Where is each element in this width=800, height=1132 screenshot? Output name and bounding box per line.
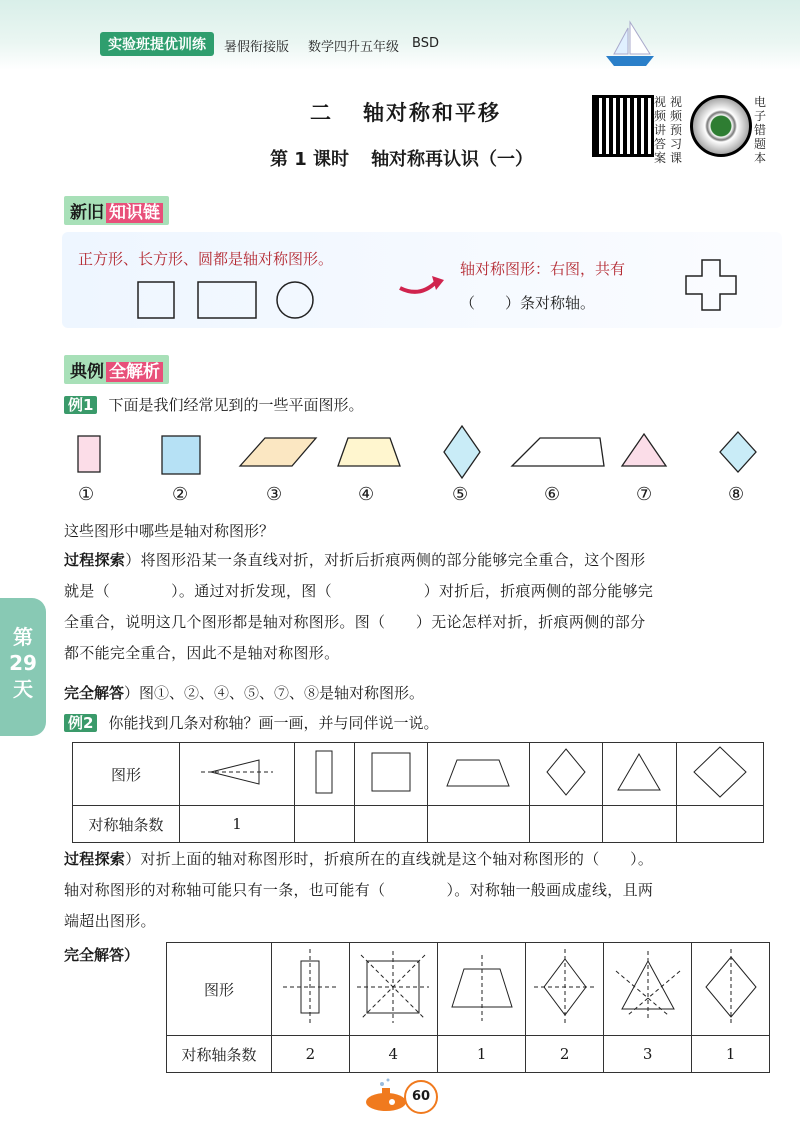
ans-count-4: 2 bbox=[526, 1036, 604, 1073]
qr-label-errorbook: 电子错题本 bbox=[753, 95, 766, 165]
ans-shape-rhombus bbox=[530, 947, 600, 1027]
ex2-count-1: 1 bbox=[180, 806, 295, 843]
day-tab: 第 29 天 bbox=[0, 598, 46, 736]
ans-count-2: 4 bbox=[349, 1036, 437, 1073]
label-1: ① bbox=[78, 484, 95, 505]
review-left-text: 正方形、长方形、圆都是轴对称图形。 bbox=[78, 250, 334, 268]
ans-head-shape: 图形 bbox=[167, 943, 272, 1036]
ex2-prompt: 你能找到几条对称轴？画一画，并与同伴说一说。 bbox=[108, 714, 439, 732]
label-3: ③ bbox=[266, 484, 283, 505]
section-title-examples: 典例 全解析 bbox=[64, 355, 169, 384]
shape-2-square bbox=[162, 436, 200, 474]
ex2-count-4 bbox=[428, 806, 529, 843]
ex1-prompt: 下面是我们经常见到的一些平面图形。 bbox=[108, 396, 364, 414]
sailboat-icon bbox=[600, 18, 660, 70]
ex2-table bbox=[72, 742, 764, 843]
ex2-count-7 bbox=[676, 806, 763, 843]
shape-4-trapezoid bbox=[338, 438, 400, 466]
label-7: ⑦ bbox=[636, 484, 653, 505]
shape-5-rhombus bbox=[444, 426, 480, 478]
grade-label: 数学四升五年级 bbox=[308, 40, 400, 55]
ex2-shape-diamond bbox=[690, 745, 750, 799]
ex2-count-5 bbox=[529, 806, 603, 843]
ex2-count-6 bbox=[603, 806, 677, 843]
ex1-shapes bbox=[60, 420, 780, 484]
chapter-title: 二 轴对称和平移 bbox=[310, 101, 501, 125]
ans-shape-rectangle bbox=[275, 947, 345, 1027]
ex2-answer-table bbox=[166, 942, 770, 1073]
section-title-review: 新旧 知识链 bbox=[64, 196, 169, 225]
qr-code-video[interactable] bbox=[592, 95, 654, 157]
review-shapes bbox=[132, 278, 332, 322]
ex1-explore: 过程探索）将图形沿某一条直线对折，对折后折痕两侧的部分能够完全重合，这个图形 就是（ ）。通过对折发现，图（ ）对折后，折痕两侧的部分能够完 全重合，说明这几个图形都是轴对称图形。图（ ）无论怎样对折，折痕两侧的部分 都不能完全重合，因此不是轴对称图形。 bbox=[64, 551, 654, 662]
ex2-shape-triangle bbox=[197, 752, 277, 792]
ans-shape-trapezoid bbox=[442, 947, 522, 1027]
series-title: 实验班提优训练 bbox=[100, 32, 214, 56]
ex2-count-2 bbox=[295, 806, 355, 843]
review-right-line2: （ ）条对称轴。 bbox=[460, 294, 596, 312]
ans-shape-square bbox=[353, 947, 433, 1027]
ex2-explore: 过程探索）对折上面的轴对称图形时，折痕所在的直线就是这个轴对称图形的（ ）。 轴对称图形的对称轴可能只有一条，也可能有（ ）。对称轴一般画成虚线，且两 端超出图形。 bbox=[64, 850, 654, 930]
ans-count-3: 1 bbox=[437, 1036, 525, 1073]
label-6: ⑥ bbox=[544, 484, 561, 505]
ans-shape-triangle bbox=[608, 947, 688, 1027]
ans-count-5: 3 bbox=[603, 1036, 691, 1073]
arrow-icon bbox=[396, 270, 446, 300]
lesson-title: 第 1 课时 轴对称再认识（一） bbox=[270, 149, 534, 170]
circle-shape bbox=[277, 282, 313, 318]
ans-shape-diamond bbox=[696, 947, 766, 1027]
label-8: ⑧ bbox=[728, 484, 745, 505]
ex2-shape-triangle2 bbox=[614, 750, 664, 794]
ans-count-6: 1 bbox=[692, 1036, 770, 1073]
cross-shape bbox=[684, 258, 740, 314]
ex2-count-3 bbox=[354, 806, 428, 843]
edition-label: 暑假衔接版 bbox=[224, 40, 290, 55]
ex2-explore-tag: 过程探索 bbox=[64, 850, 126, 868]
ex2-shape-trapezoid bbox=[443, 752, 513, 792]
ex1-tag: 例1 bbox=[64, 396, 97, 414]
ex1-explore-tag: 过程探索 bbox=[64, 551, 126, 569]
ex2-shape-rectangle bbox=[304, 749, 344, 795]
ex2-shape-rhombus bbox=[541, 747, 591, 797]
review-right-line1: 轴对称图形：右图，共有 bbox=[460, 260, 626, 278]
ans-head-count: 对称轴条数 bbox=[167, 1036, 272, 1073]
square-shape bbox=[138, 282, 174, 318]
label-4: ④ bbox=[358, 484, 375, 505]
shape-6-trapezoid bbox=[512, 438, 604, 466]
page-number: 60 bbox=[404, 1080, 438, 1114]
publisher-label: BSD bbox=[412, 36, 439, 51]
ex2-answer-tag: 完全解答） bbox=[64, 946, 140, 964]
qr-label-preview: 视频预习课 bbox=[669, 95, 682, 165]
ex2-header bbox=[64, 712, 439, 733]
ex2-head-count: 对称轴条数 bbox=[73, 806, 180, 843]
shape-7-triangle bbox=[622, 434, 666, 466]
ex2-tag: 例2 bbox=[64, 714, 97, 732]
label-2: ② bbox=[172, 484, 189, 505]
ex1-answer-tag: 完全解答 bbox=[64, 684, 125, 702]
qr-label-video: 视频讲答案 bbox=[653, 95, 666, 165]
ex2-head-shape: 图形 bbox=[73, 743, 180, 806]
ex2-shape-square bbox=[366, 749, 416, 795]
qr-code-errorbook[interactable] bbox=[690, 95, 752, 157]
ex1-answer: 完全解答）图①、②、④、⑤、⑦、⑧是轴对称图形。 bbox=[64, 684, 425, 702]
shape-1-rectangle bbox=[78, 436, 100, 472]
ex1-question: 这些图形中哪些是轴对称图形？ bbox=[64, 522, 275, 540]
shape-3-parallelogram bbox=[240, 438, 316, 466]
ans-count-1: 2 bbox=[272, 1036, 350, 1073]
label-5: ⑤ bbox=[452, 484, 469, 505]
rectangle-shape bbox=[198, 282, 256, 318]
shape-8-rhombus bbox=[720, 432, 756, 472]
ex1-header bbox=[64, 394, 364, 415]
